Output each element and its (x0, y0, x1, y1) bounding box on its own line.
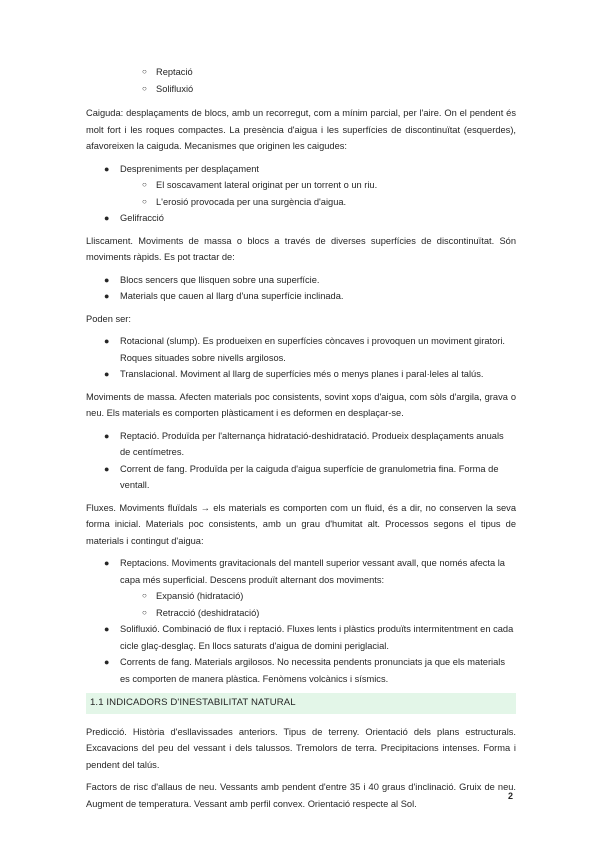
bullet-icon: ● (104, 213, 110, 223)
fluxes-list (86, 555, 516, 687)
bullet-icon: ● (104, 558, 110, 568)
fluxes-paragraph: Fluxes. Moviments fluïdals → els materials es comporten com un fluid, és a dir, no conserven la seva forma inicial. Materials poc consistents, amb un grau d'humitat alt. Processos segons el tipus de materials i contingut d'aigua: (86, 502, 516, 546)
list-item: ● Despreniments per desplaçament (86, 161, 516, 178)
list-item: ● Corrents de fang. Materials argilosos. No necessita pendents pronunciats ja que els materials es comporten de manera plàstica. Fenòmens volcànics i sísmics. (86, 654, 516, 687)
top-sublist (86, 64, 516, 97)
poden-ser-paragraph: Poden ser: (86, 313, 131, 324)
bullet-icon: ● (104, 163, 110, 174)
bullet-icon: ● (104, 463, 110, 474)
list-item: ● Translacional. Moviment al llarg de superfícies més o menys planes i paral·leles al talús. (86, 366, 516, 383)
list-item: ○ Solifluxió (86, 81, 516, 98)
factors-risc-paragraph: Factors de risc d'allaus de neu. Vessants amb pendent d'entre 35 i 40 graus d'inclinació. Gruix de neu. Augment de temperatura. Vessant amb perfil convex. Orientació respecte al Sol. (86, 782, 516, 809)
bullet-icon: ● (104, 430, 110, 441)
list-item: ○ Retracció (deshidratació) (86, 605, 516, 622)
page-number: 2 (508, 791, 514, 801)
list-item: ○ L'erosió provocada per una surgència d'aigua. (86, 194, 516, 211)
caigudes-paragraph: Caiguda: desplaçaments de blocs, amb un recorregut, com a mínim parcial, per l'aire. On el pendent és molt fort i les roques compactes. La presència d'aigua i les superfícies de discontinuïtat (esquerdes), afavoreixen la caiguda. Mecanismes que originen les caigudes: (86, 108, 516, 151)
moviments-massa-paragraph: Moviments de massa. Afecten materials poc consistents, sovint xops d'aigua, com sòls d'argila, grava o neu. Els materials es comporten plàsticament i es deformen en desplaçar-se. (86, 391, 516, 418)
circle-bullet-icon: ○ (142, 83, 147, 93)
list-item: ● Corrent de fang. Produïda per la caiguda d'aigua superfície de granulometria fina. Forma de ventall. (86, 461, 516, 494)
list-item: ● Materials que cauen al llarg d'una superfície inclinada. (86, 288, 516, 305)
lliscament-paragraph: Lliscament. Moviments de massa o blocs a través de diverses superfícies de discontinuïtat. Són moviments ràpids. Es pot tractar de: (86, 235, 516, 262)
section-heading: 1.1 INDICADORS D'INESTABILITAT NATURAL (86, 693, 516, 714)
circle-bullet-icon: ○ (142, 67, 147, 76)
caigudes-list (86, 161, 516, 227)
bullet-icon: ● (104, 657, 110, 667)
list-item: ○ Reptació (86, 64, 516, 81)
list-item: ● Reptacions. Moviments gravitacionals del mantell superior vessant avall, que només afecta la capa més superficial. Descens produït alternant dos moviments: (86, 555, 516, 588)
bullet-icon: ● (104, 274, 110, 285)
bullet-icon: ● (104, 336, 110, 346)
list-item: ● Solifluxió. Combinació de flux i reptació. Fluxes lents i plàstics produïts intermitentment en cada cicle glaç-desglaç. En llocs saturats d'aigua de domini periglacial. (86, 621, 516, 654)
poden-ser-list (86, 333, 516, 383)
list-item: ● Gelifracció (86, 210, 516, 227)
circle-bullet-icon: ○ (142, 607, 147, 617)
list-item: ● Rotacional (slump). Es produeixen en superfícies còncaves i provoquen un moviment giratori. Roques situades sobre nivells argilosos. (86, 333, 516, 366)
list-item: ○ Expansió (hidratació) (86, 588, 516, 605)
circle-bullet-icon: ○ (142, 180, 147, 189)
lliscament-list (86, 272, 516, 305)
circle-bullet-icon: ○ (142, 196, 147, 206)
list-item: ● Blocs sencers que llisquen sobre una superfície. (86, 272, 516, 289)
circle-bullet-icon: ○ (142, 591, 147, 600)
bullet-icon: ● (104, 624, 110, 634)
list-item: ● Reptació. Produïda per l'alternança hidratació-deshidratació. Produeix desplaçaments anuals de centímetres. (86, 428, 516, 461)
bullet-icon: ● (104, 291, 110, 301)
moviments-massa-list (86, 428, 516, 494)
page-body (86, 64, 516, 818)
bullet-icon: ● (104, 369, 110, 379)
prediccio-paragraph: Predicció. Història d'esllavissades anteriors. Tipus de terreny. Orientació dels plans estructurals. Excavacions del peu del vessant i dels talussos. Tremolors de terra. Precipitacions intenses. Forma i pendent del talús. (86, 726, 516, 770)
list-item: ○ El soscavament lateral originat per un torrent o un riu. (86, 177, 516, 194)
